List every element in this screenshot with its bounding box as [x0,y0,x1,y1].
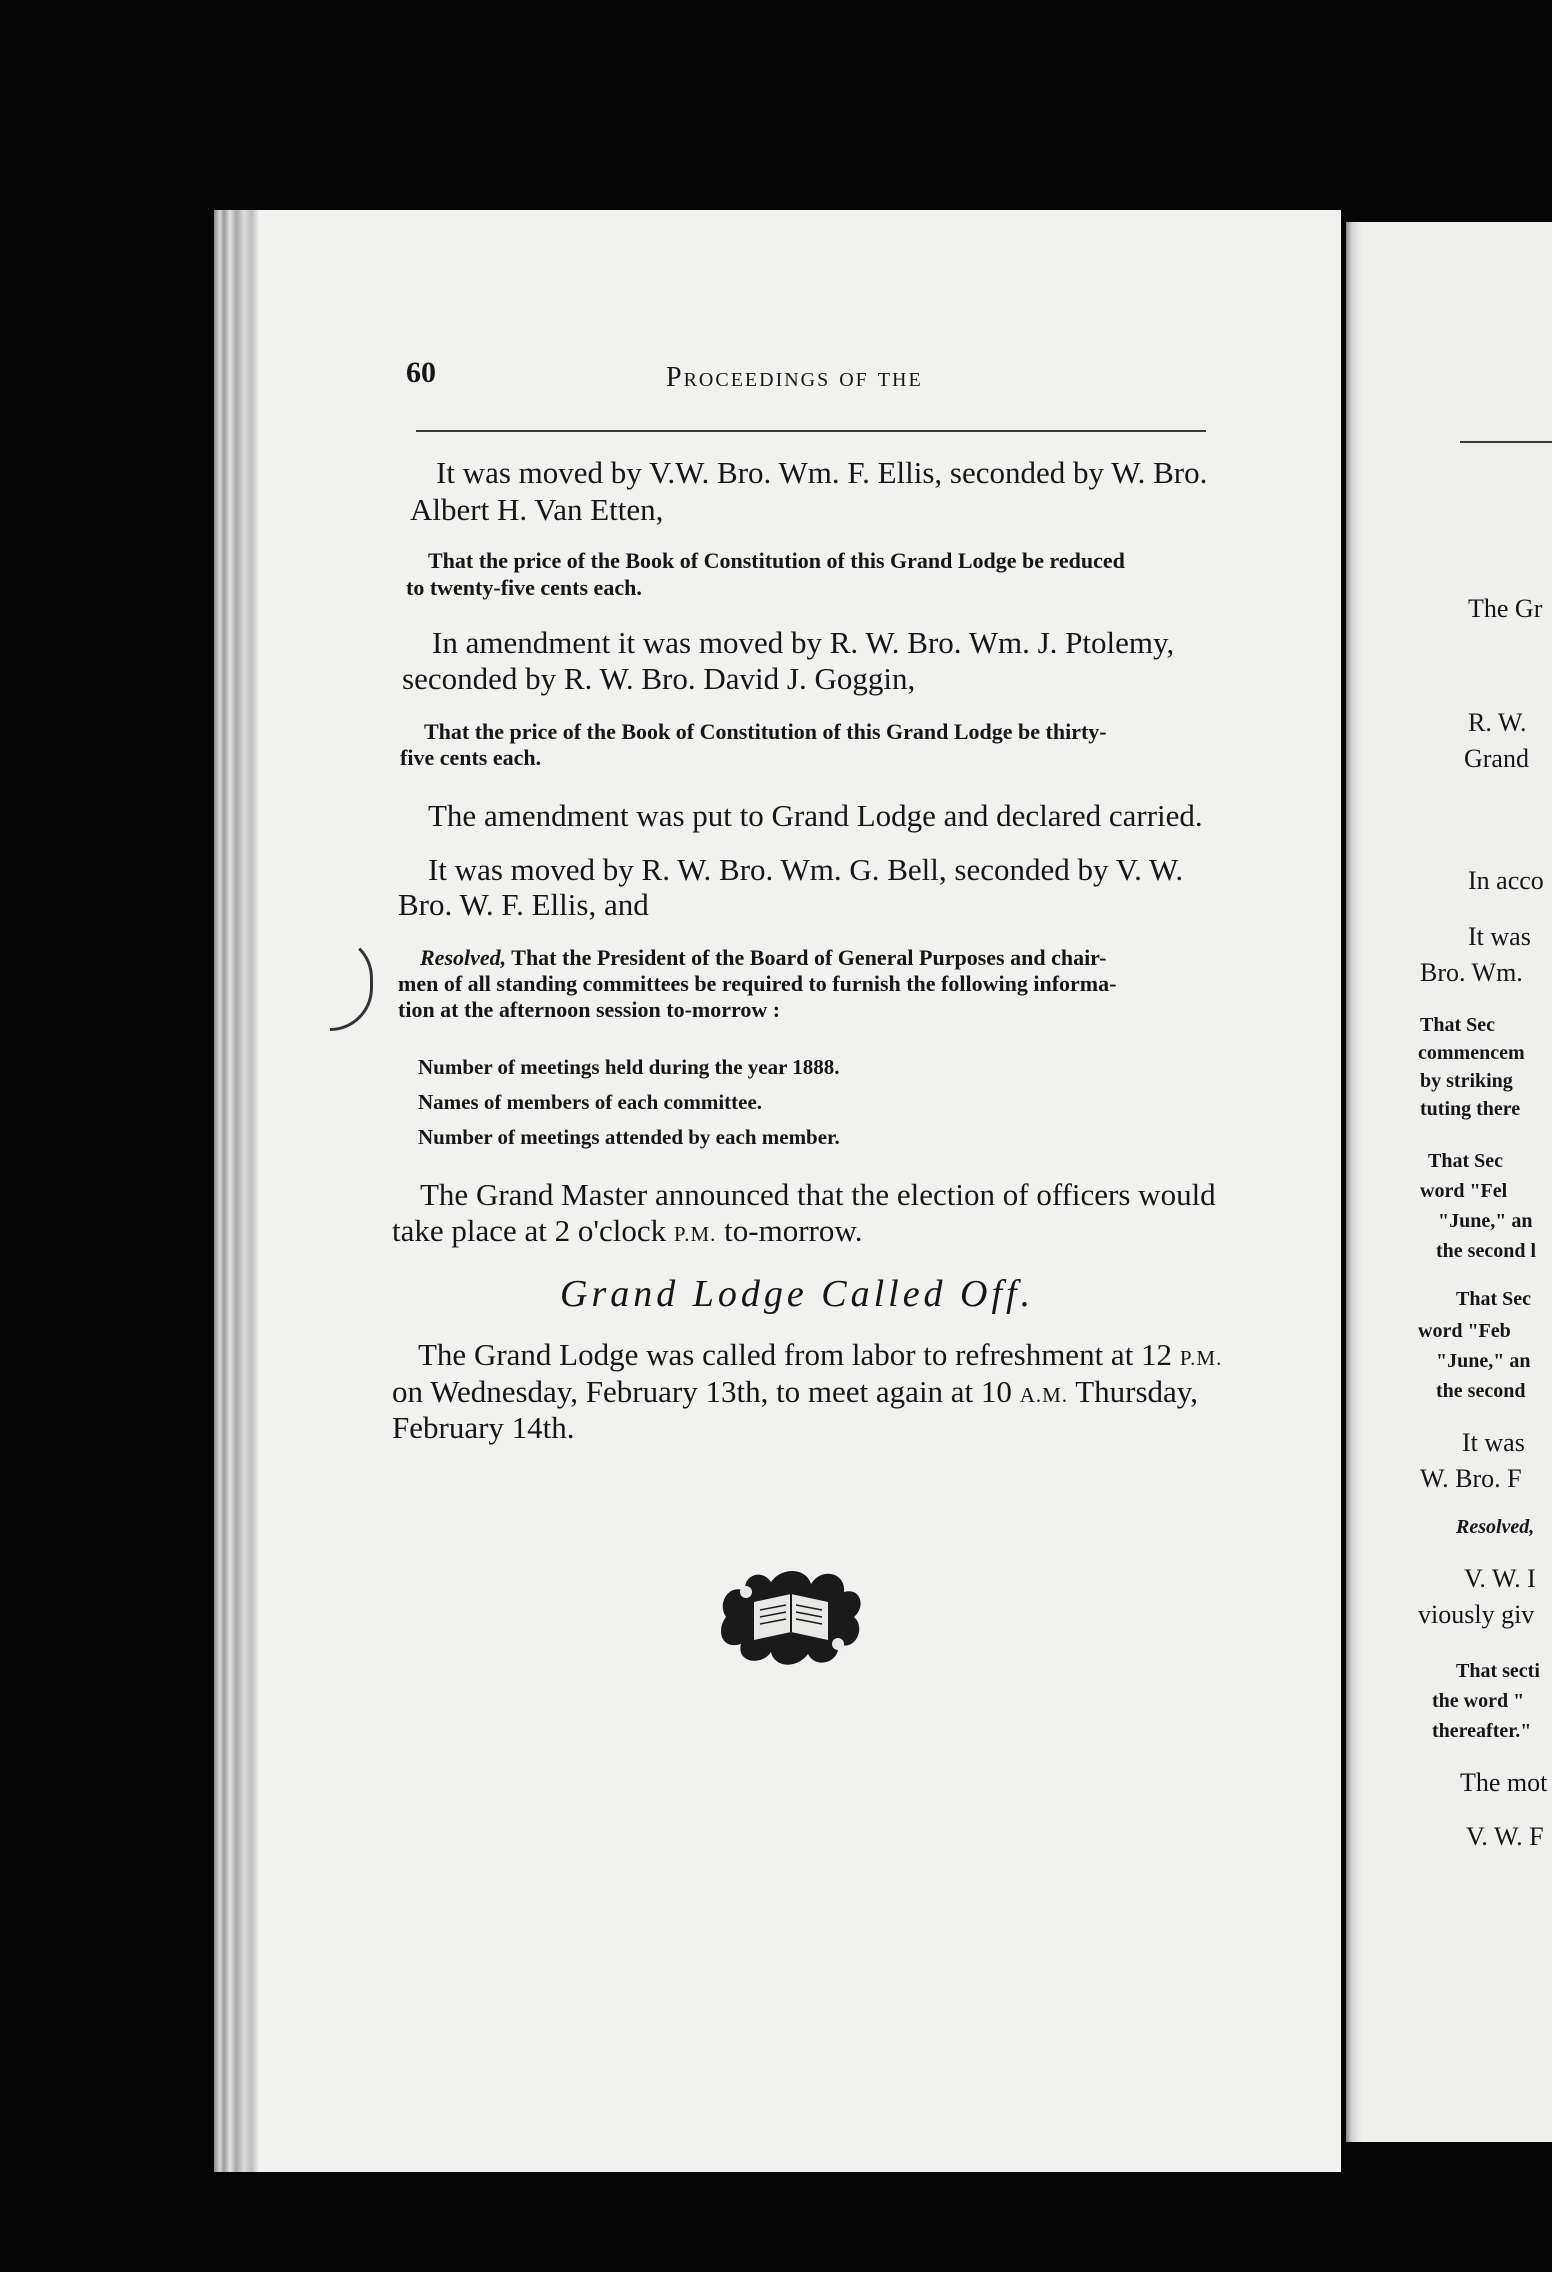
closing-paragraph-line [392,1373,1198,1414]
facing-line: Resolved, [1456,1516,1535,1538]
facing-line: V. W. F [1466,1822,1544,1851]
header-rule [416,430,1206,432]
list-item: Number of meetings held during the year 1888. [418,1055,840,1079]
facing-line: viously giv [1418,1600,1535,1629]
facing-line: Bro. Wm. [1420,958,1523,987]
facing-line: The Gr [1468,594,1543,623]
amendment-paragraph-line: seconded by R. W. Bro. David J. Goggin, [402,661,916,696]
facing-line: the second [1436,1380,1526,1402]
facing-line: Grand [1464,744,1529,773]
closing-text: The Grand Lodge was called from labor to refreshment at 12 [418,1337,1180,1372]
book-ornament-icon [716,1562,866,1677]
facing-line: commencem [1418,1042,1525,1064]
facing-line: V. W. I [1464,1564,1536,1593]
resolved-label: Resolved, [420,945,507,970]
time-pm: P.M. [673,1222,717,1246]
facing-line: In acco [1468,866,1544,895]
facing-line: the second l [1436,1240,1536,1262]
page-edge-stack [214,210,258,2172]
facing-line: The mot [1460,1768,1548,1797]
facing-header-rule [1460,441,1552,443]
facing-line: W. Bro. F [1420,1464,1522,1493]
resolution-motion-line: It was moved by R. W. Bro. Wm. G. Bell, seconded by V. W. [428,852,1184,887]
resolution-line: tion at the afternoon session to-morrow : [398,997,781,1022]
closing-paragraph-line: February 14th. [392,1410,575,1445]
facing-line: word "Fel [1420,1180,1508,1202]
amendment-text-line: five cents each. [400,745,542,770]
resolution-motion-line: Bro. W. F. Ellis, and [398,887,649,922]
time-pm: P.M. [1179,1346,1223,1370]
facing-line: That Sec [1420,1014,1495,1036]
section-heading: Grand Lodge Called Off. [560,1273,1035,1315]
facing-line: That Sec [1456,1288,1531,1310]
running-head [666,362,923,394]
facing-line: R. W. [1468,708,1527,737]
facing-page-edge [1346,222,1362,2142]
announcement-text-end: to-morrow. [716,1213,863,1248]
time-am: A.M. [1019,1383,1069,1407]
motion-text-line: That the price of the Book of Constitution of this Grand Lodge be reduced [428,548,1125,573]
facing-line: "June," an [1436,1350,1531,1372]
closing-text: on Wednesday, February 13th, to meet again at 10 [392,1374,1020,1409]
motion-paragraph-line: It was moved by V.W. Bro. Wm. F. Ellis, seconded by W. Bro. [436,455,1208,490]
facing-line: That Sec [1428,1150,1503,1172]
facing-line: by striking [1420,1070,1513,1092]
list-item: Names of members of each committee. [418,1090,763,1114]
running-head-text: Proceedings of the [666,362,923,393]
resolution-line [420,945,1106,970]
announcement-line: The Grand Master announced that the election of officers would [420,1177,1216,1212]
facing-line: That secti [1456,1660,1540,1682]
facing-line: It was [1462,1428,1525,1457]
announcement-text: take place at 2 o'clock [392,1213,674,1248]
motion-text-line: to twenty-five cents each. [406,575,642,600]
amendment-result: The amendment was put to Grand Lodge and declared carried. [428,798,1203,833]
closing-text-end: Thursday, [1068,1374,1199,1409]
amendment-paragraph-line: In amendment it was moved by R. W. Bro. Wm. J. Ptolemy, [432,625,1175,660]
page-number: 60 [406,356,436,389]
resolution-line: men of all standing committees be required to furnish the following informa- [398,971,1117,996]
facing-line: It was [1468,922,1531,951]
motion-paragraph-line: Albert H. Van Etten, [410,492,664,527]
facing-line: word "Feb [1418,1320,1511,1342]
closing-paragraph-line [418,1336,1222,1377]
list-item: Number of meetings attended by each member. [418,1125,840,1149]
resolution-text: That the President of the Board of General Purposes and chair- [511,945,1107,970]
announcement-line [392,1212,862,1253]
facing-line: thereafter." [1432,1720,1532,1742]
facing-line: "June," an [1438,1210,1533,1232]
facing-line: tuting there [1420,1098,1521,1120]
facing-line: the word " [1432,1690,1525,1712]
amendment-text-line: That the price of the Book of Constitution of this Grand Lodge be thirty- [424,719,1107,744]
